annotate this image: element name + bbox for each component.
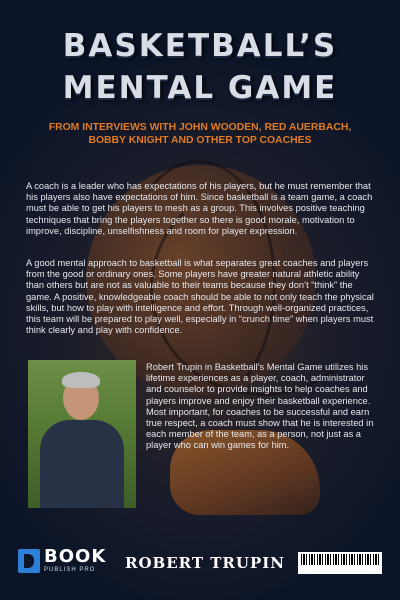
author-photo-hair — [62, 372, 100, 388]
publisher-tagline: PUBLISH PRO — [44, 567, 96, 573]
author-bio-paragraph: Robert Trupin in Basketball’s Mental Game utilizes his lifetime experiences as a player, coach, administrator and counselor to provide insights to help coaches and players improve and enjoy their basketball experience. Most important, for coaches to be successful and earn true respect, a coach must show that he is interested in each member of the team, as a person, not just as a player who can win games for him. — [146, 362, 374, 451]
blurb-paragraph-2: A good mental approach to basketball is what separates great coaches and players from the good or ordinary ones. Some players have greater natural athletic ability than others but are not as valuable to their teams because they don’t “think” the game. A positive, knowledgeable coach should be able to not only teach the physical skills, but how to play with intelligence and effort. Through well-organized practices, this team will be prepared to play well, especially in “crunch time” when players must think clearly and play with confidence. — [26, 258, 374, 336]
publisher-logo-text — [44, 548, 106, 574]
blurb-paragraph-1: A coach is a leader who has expectations of his players, but he must remember that his players also have expectations of him. Since basketball is a team game, a coach must be able to get his players to mesh as a group. This involves positive teaching techniques that bring the players together so there is good morale, motivation to improve, discipline, unselfishness and room for player expression. — [26, 181, 373, 236]
author-photo-body — [40, 420, 124, 508]
subtitle-line-2: BOBBY KNIGHT AND OTHER TOP COACHES — [88, 135, 312, 146]
barcode-bars — [301, 554, 379, 565]
title-line-2: MENTAL GAME — [62, 70, 338, 106]
title-line-1: BASKETBALL’S — [62, 28, 338, 64]
barcode — [298, 552, 382, 574]
subtitle-line-1: FROM INTERVIEWS WITH JOHN WOODEN, RED AUERBACH, — [48, 122, 352, 133]
publisher-logo-icon — [18, 549, 40, 573]
subtitle — [20, 121, 380, 147]
publisher-name: BOOK — [44, 546, 107, 567]
author-photo — [28, 360, 136, 508]
publisher-logo — [18, 548, 106, 574]
author-name: ROBERT TRUPIN — [125, 554, 285, 572]
